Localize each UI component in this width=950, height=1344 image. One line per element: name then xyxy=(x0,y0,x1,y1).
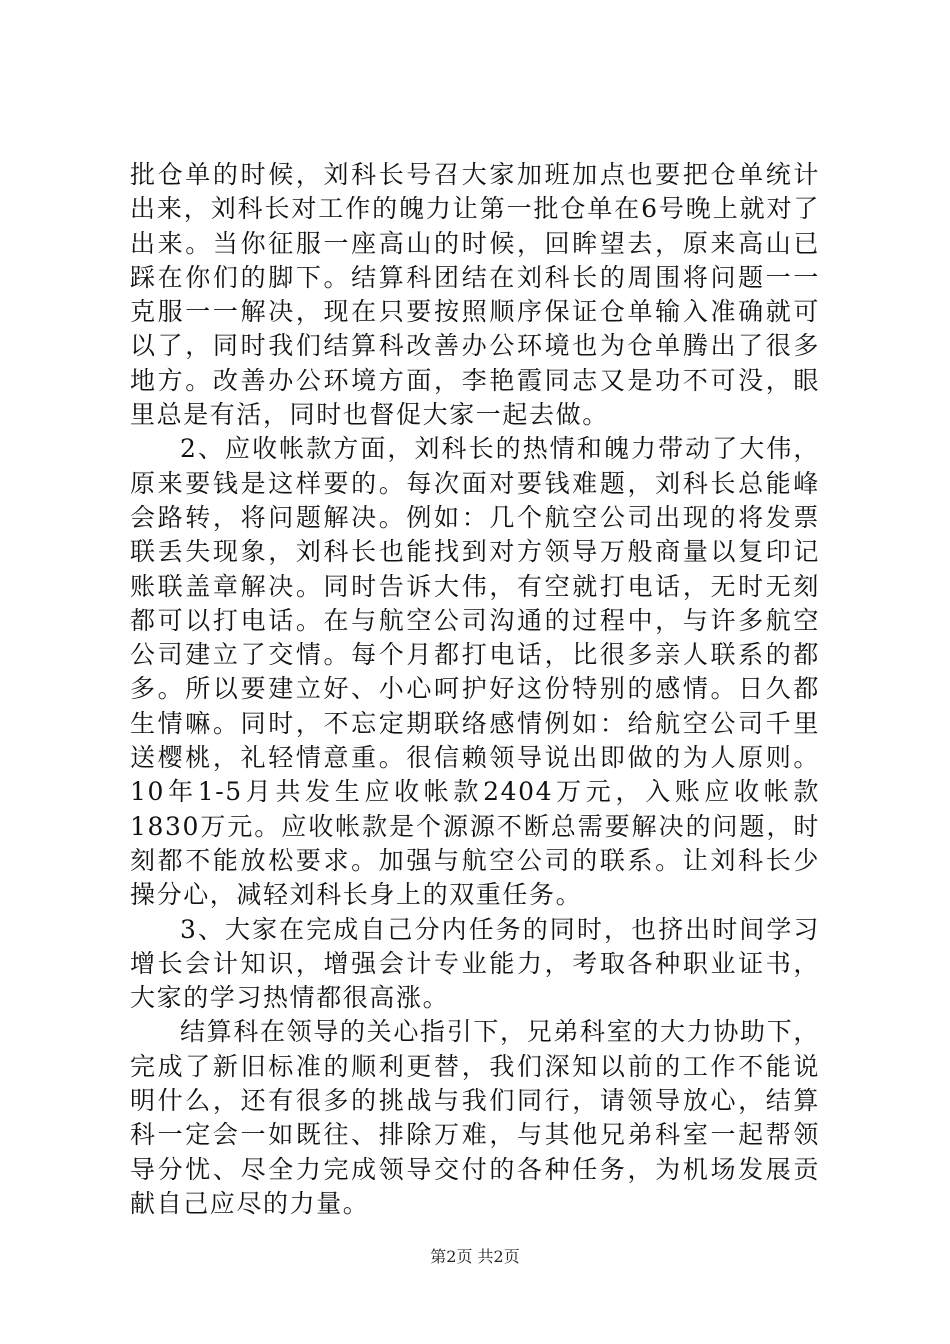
document-body xyxy=(130,158,820,1221)
paragraph-receivables: 2、应收帐款方面，刘科长的热情和魄力带动了大伟，原来要钱是这样要的。每次面对要钱难题，刘科长总能峰会路转，将问题解决。例如：几个航空公司出现的将发票联丢失现象，刘科长也能找到对方领导万般商量以复印记账联盖章解决。同时告诉大伟，有空就打电话，无时无刻都可以打电话。在与航空公司沟通的过程中，与许多航空公司建立了交情。每个月都打电话，比很多亲人联系的都多。所以要建立好、小心呵护好这份特别的感情。日久都生情嘛。同时，不忘定期联络感情例如：给航空公司千里送樱桃，礼轻情意重。很信赖领导说出即做的为人原则。10年1-5月共发生应收帐款2404万元，入账应收帐款1830万元。应收帐款是个源源不断总需要解决的问题，时刻都不能放松要求。加强与航空公司的联系。让刘科长少操分心，减轻刘科长身上的双重任务。 xyxy=(130,434,820,910)
paragraph-continuation: 批仓单的时候，刘科长号召大家加班加点也要把仓单统计出来，刘科长对工作的魄力让第一批仓单在6号晚上就对了出来。当你征服一座高山的时候，回眸望去，原来高山已踩在你们的脚下。结算科团结在刘科长的周围将问题一一克服一一解决，现在只要按照顺序保证仓单输入准确就可以了，同时我们结算科改善办公环境也为仓单腾出了很多地方。改善办公环境方面，李艳霞同志又是功不可没，眼里总是有活，同时也督促大家一起去做。 xyxy=(130,160,820,430)
page-number-footer: 第2页 共2页 xyxy=(430,1247,520,1266)
paragraph-learning: 3、大家在完成自己分内任务的同时，也挤出时间学习增长会计知识，增强会计专业能力，考取各种职业证书，大家的学习热情都很高涨。 xyxy=(130,914,820,1013)
paragraph-conclusion: 结算科在领导的关心指引下，兄弟科室的大力协助下，完成了新旧标准的顺利更替，我们深知以前的工作不能说明什么，还有很多的挑战与我们同行，请领导放心，结算科一定会一如既往、排除万难，与其他兄弟科室一起帮领导分忧、尽全力完成领导交付的各种任务，为机场发展贡献自己应尽的力量。 xyxy=(130,1017,820,1218)
